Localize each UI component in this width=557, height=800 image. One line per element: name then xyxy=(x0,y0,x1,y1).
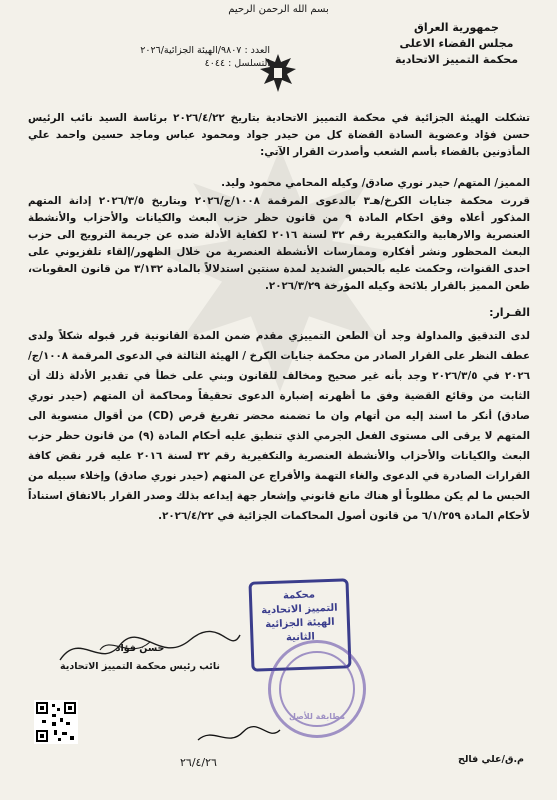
parties-line: المميز/ المتهم/ حيدر نوري صادق/ وكيله المحامي محمود وليد. xyxy=(221,177,530,189)
council-name: مجلس القضاء الاعلى xyxy=(399,37,514,50)
signature-block xyxy=(30,640,250,676)
stamp-line-3: الهيئة الجزائية الثانية xyxy=(265,616,335,644)
signatory-title: نائب رئيس محكمة التمييز الاتحادية xyxy=(60,661,220,672)
handwritten-signature xyxy=(168,722,288,782)
seal-text: مطابقة للأصل xyxy=(288,712,346,721)
intro-paragraph: تشكلت الهيئة الجزائية في محكمة التمييز الاتحادية بتاريخ ٢٠٢٦/٤/٢٢ برئاسة السيد نائب الرئيس حسن فؤاد وعضوية السادة القضاة كل من حيدر جواد ومحمود عباس وماجد حسين واحمد علي المأذونين بالقضاء بأسم الشعب وأصدرت القرار الآتي: xyxy=(28,112,531,158)
reference-block xyxy=(120,44,270,70)
stamp-line-1: محكمة xyxy=(282,589,316,602)
footer-initials: م.ق/علي فالح xyxy=(458,754,525,765)
stamp-line-2: التمييز الاتحادية xyxy=(261,602,338,617)
serial-number: التسلسل : ٤٠٤٤ xyxy=(204,58,270,69)
reference-number: العدد : ٩٨٠٧/الهيئة الجزائية/٢٠٢٦ xyxy=(140,45,270,56)
basmala-text: بسم الله الرحمن الرحيم xyxy=(228,4,329,15)
signatory-name: حسن فؤاد xyxy=(115,643,165,654)
letterhead xyxy=(384,20,529,68)
lower-court-decision: قررت محكمة جنايات الكرخ/هـ٣ بالدعوى المرقمة ١٠٠٨/ج/٢٠٢٦ وبتاريخ ٢٠٢٦/٣/٥ إدانة المتهم المذكور أعلاه وفق احكام المادة ٩ من قانون حظر حزب البعث والكيانات والأحزاب والأنشطة العنصرية والارهابية والتكفيرية رقم ٣٢ لسنة ٢٠١٦ لكفاية الأدلة ضده عن جريمة الترويج الى حزب البعث المحظور ونشر أفكاره وممارسات الأنشطة العنصرية من خلال الظهور/إلقاء تلفزيوني على احدى القنوات، وحكمت عليه بالحبس الشديد لمدة سنتين استدلالاً بالمادة ٣/١٣٢ من قانون العقوبات، طعن المميز بالقرار بلائحة وكيله المؤرخة ٢٠٢٦/٣/٢٩. xyxy=(28,195,531,292)
decision-heading: القـرار: xyxy=(489,306,530,319)
decision-paragraph: لدى التدقيق والمداولة وجد أن الطعن التمييزي مقدم ضمن المدة القانونية قرر قبوله شكلاً ولدى عطف النظر على القرار الصادر من محكمة جنايات الكرخ / الهيئة الثالثة في الدعوى المرقمة ١٠٠٨/ج/٢٠٢٦ في ٢٠٢٦/٣/٥ وجد بأنه غير صحيح ومخالف للقانون وبني على خطأ في تقدير الأدلة ذلك أن الثابت من وقائع القضية وفق ما أظهرته إضبارة الدعوى تحقيقاً ومحاكمة أن المتهم (حيدر نوري صادق) أنكر ما اسند إليه من أتهام وان ما تضمنه محضر تفريغ قرص (CD) من أقوال منسوبة الى المتهم لا يرقى الى مستوى الفعل الجرمي الذي تنطبق عليه أحكام المادة (٩) من قانون حظر حزب البعث والكيانات والأحزاب والأنشطة العنصرية والتكفيرية رقم ٣٢ لسنة ٢٠١٦ عليه قرر نقض كافة القرارات الصادرة في الدعوى والغاء التهمة والأفراج عن المتهم (حيدر نوري صادق) وإخلاء سبيله من الحبس ما لم يكن مطلوباً أو هناك مانع قانوني وإشعار جهة إيداعه بذلك وصدر القرار بالاتفاق استناداً لأحكام المادة ٦/١/٢٥٩ من قانون أصول المحاكمات الجزائية في ٢٠٢٦/٤/٢٢. xyxy=(28,330,531,522)
handwritten-date: ٢٦/٤/٢٦ xyxy=(180,756,217,769)
country-name: جمهورية العراق xyxy=(414,21,499,34)
court-name: محكمة التمييز الاتحادية xyxy=(394,53,519,66)
qr-code-icon xyxy=(34,700,78,744)
